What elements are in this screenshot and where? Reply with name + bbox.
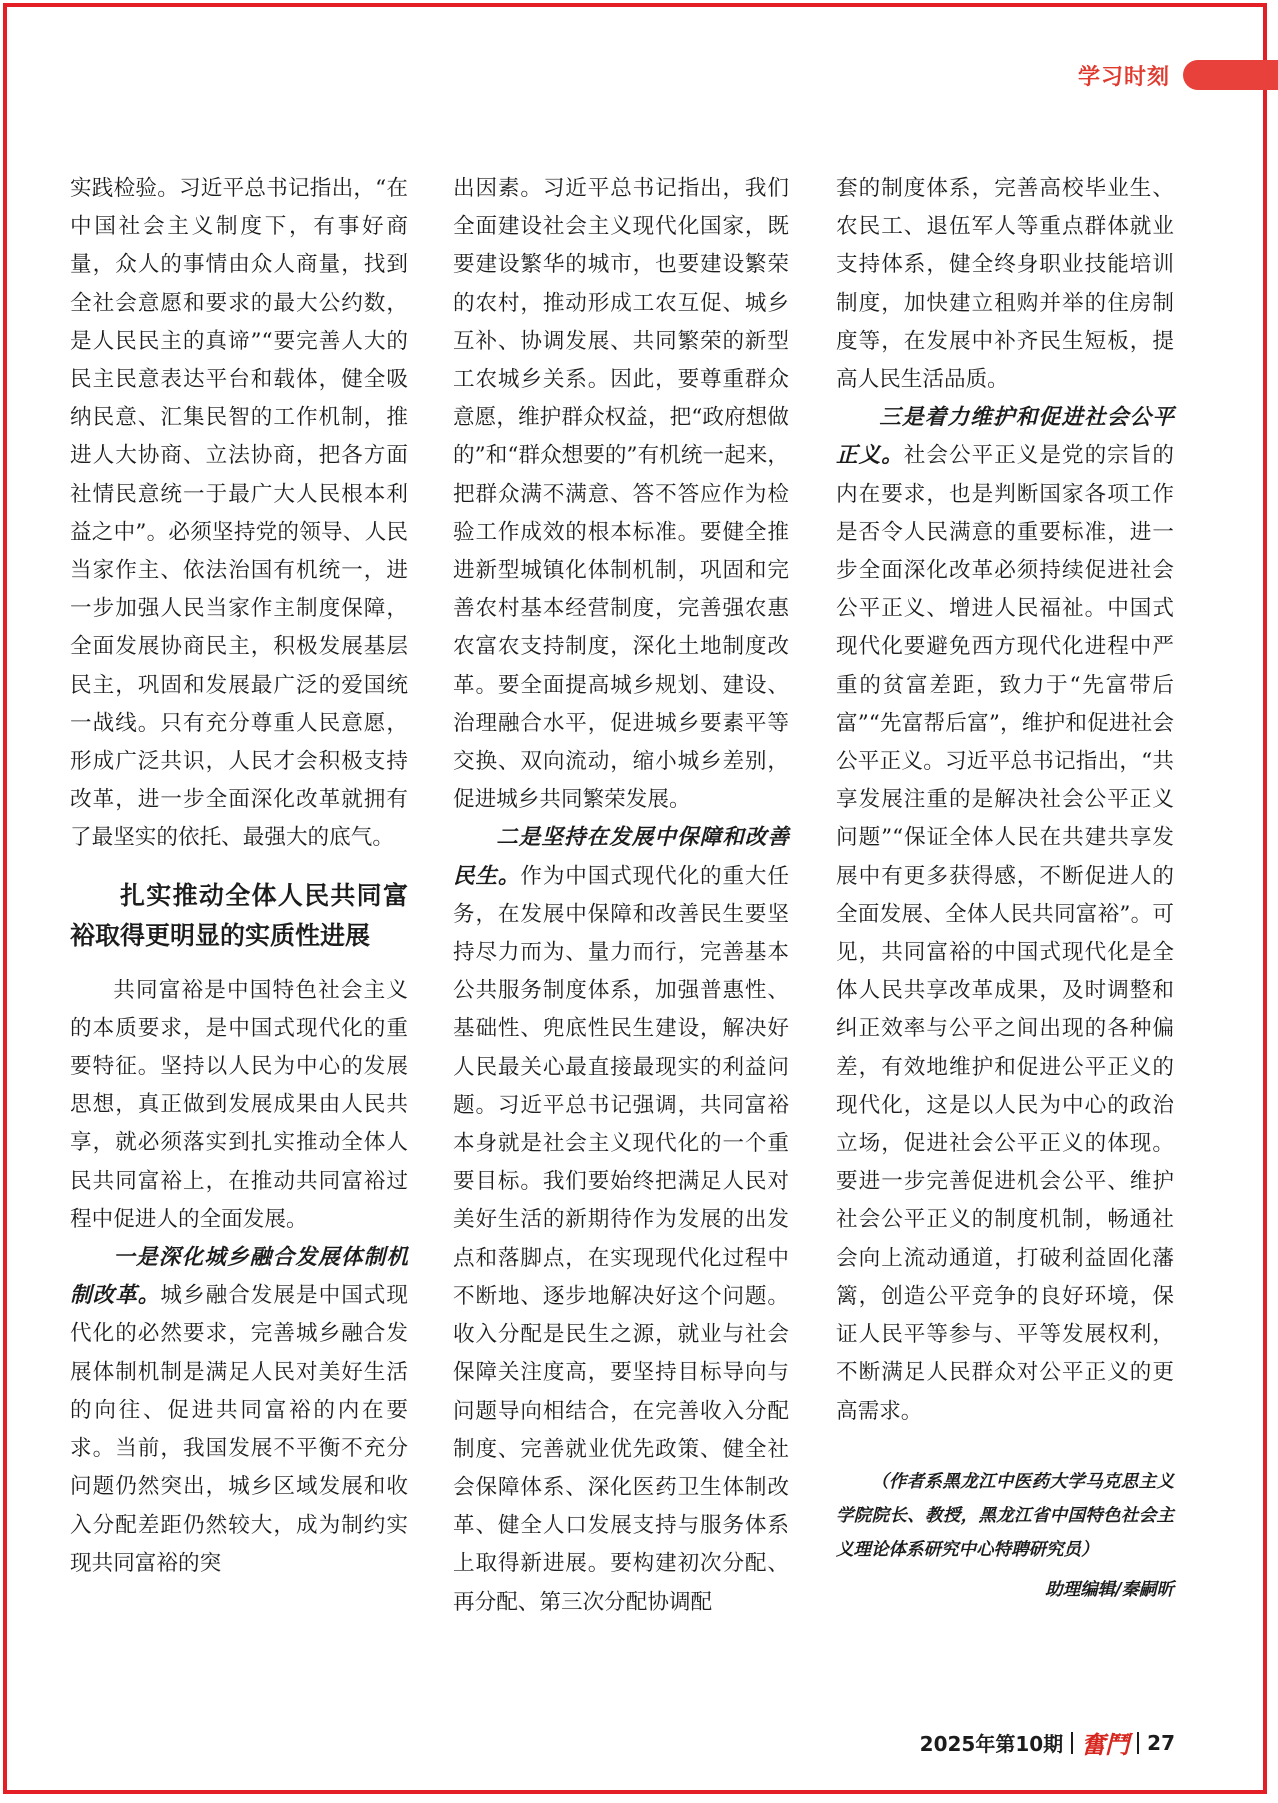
paragraph: 出因素。习近平总书记指出，我们全面建设社会主义现代化国家，既要建设繁华的城市，也要建设繁荣的农村，推动形成工农互促、城乡互补、协调发展、共同繁荣的新型工农城乡关系。因此，要尊重群众意愿，维护群众权益，把“政府想做的”和“群众想要的”有机统一起来，把群众满不满意、答不答应作为检验工作成效的根本标准。要健全推进新型城镇化体制机制，巩固和完善农村基本经营制度，完善强农惠农富农支持制度，深化土地制度改革。要全面提高城乡规划、建设、治理融合水平，促进城乡要素平等交换、双向流动，缩小城乡差别，促进城乡共同繁荣发展。 [453,176,789,813]
paragraph: 共同富裕是中国特色社会主义的本质要求，是中国式现代化的重要特征。坚持以人民为中心的发展思想，真正做到发展成果由人民共享，就必须落实到扎实推动全体人民共同富裕上，在推动共同富裕过程中促进人的全面发展。 [70,977,408,1232]
section-heading: 扎实推动全体人民共同富裕取得更明显的实质性进展 [70,880,408,950]
magazine-logo: 奮鬥 [1081,1730,1130,1759]
author-note: （作者系黑龙江中医药大学马克思主义学院院长、教授，黑龙江省中国特色社会主义理论体系研究中心特聘研究员） [836,1471,1174,1560]
footer-divider [1137,1732,1139,1754]
paragraph-body: 社会公平正义是党的宗旨的内在要求，也是判断国家各项工作是否令人民满意的重要标准，进一步全面深化改革必须持续促进社会公平正义、增进人民福祉。中国式现代化要避免西方现代化进程中严重的贫富差距，致力于“先富带后富”“先富帮后富”，维护和促进社会公平正义。习近平总书记指出，“共享发展注重的是解决社会公平正义问题”“保证全体人民在共建共享发展中有更多获得感，不断促进人的全面发展、全体人民共同富裕”。可见，共同富裕的中国式现代化是全体人民共享改革成果，及时调整和纠正效率与公平之间出现的各种偏差，有效地维护和促进公平正义的现代化，这是以人民为中心的政治立场，促进社会公平正义的体现。要进一步完善促进机会公平、维护社会公平正义的制度机制，畅通社会向上流动通道，打破利益固化藩篱，创造公平竞争的良好环境，保证人民平等参与、平等发展权利，不断满足人民群众对公平正义的更高需求。 [836,443,1174,1424]
article-column-1 [70,170,408,1583]
paragraph [70,1239,408,1583]
issue-label: 2025年第10期 [919,1732,1064,1756]
paragraph [453,819,789,1621]
paragraph: 套的制度体系，完善高校毕业生、农民工、退伍军人等重点群体就业支持体系，健全终身职业技能培训制度，加快建立租购并举的住房制度等，在发展中补齐民生短板，提高人民生活品质。 [836,176,1174,393]
footer-divider [1071,1732,1073,1754]
editor-credit: 助理编辑/秦嗣昕 [1045,1579,1174,1600]
paragraph-body: 城乡融合发展是中国式现代化的必然要求，完善城乡融合发展体制机制是满足人民对美好生活的向往、促进共同富裕的内在要求。当前，我国发展不平衡不充分问题仍然突出，城乡区域发展和收入分配差距仍然较大，成为制约实现共同富裕的突 [70,1283,408,1576]
article-column-2 [453,170,789,1622]
article-column-3 [836,170,1174,1609]
page-footer [920,1725,1175,1760]
paragraph [836,399,1174,1430]
paragraph-kicker: 三是着力维护和促进社会公平正义。 [836,405,1174,469]
section-label: 学习时刻 [1077,65,1170,90]
paragraph-kicker: 二是坚持在发展中保障和改善民生。 [453,825,789,889]
section-tab-marker [1183,60,1278,90]
paragraph-body: 作为中国式现代化的重大任务，在发展中保障和改善民生要坚持尽力而为、量力而行，完善基本公共服务制度体系，加强普惠性、基础性、兜底性民生建设，解决好人民最关心最直接最现实的利益问题。习近平总书记强调，共同富裕本身就是社会主义现代化的一个重要目标。我们要始终把满足人民对美好生活的新期待作为发展的出发点和落脚点，在实现现代化过程中不断地、逐步地解决好这个问题。收入分配是民生之源，就业与社会保障关注度高，要坚持目标导向与问题导向相结合，在完善收入分配制度、完善就业优先政策、健全社会保障体系、深化医药卫生体制改革、健全人口发展支持与服务体系上取得新进展。要构建初次分配、再分配、第三次分配协调配 [453,863,789,1615]
paragraph: 实践检验。习近平总书记指出，“在中国社会主义制度下，有事好商量，众人的事情由众人商量，找到全社会意愿和要求的最大公约数，是人民民主的真谛”“要完善人大的民主民意表达平台和载体，健全吸纳民意、汇集民智的工作机制，推进人大协商、立法协商，把各方面社情民意统一于最广大人民根本利益之中”。必须坚持党的领导、人民当家作主、依法治国有机统一，进一步加强人民当家作主制度保障，全面发展协商民主，积极发展基层民主，巩固和发展最广泛的爱国统一战线。只有充分尊重人民意愿，形成广泛共识，人民才会积极支持改革，进一步全面深化改革就拥有了最坚实的依托、最强大的底气。 [70,176,408,851]
page-number: 27 [1147,1730,1175,1755]
paragraph-kicker: 一是深化城乡融合发展体制机制改革。 [70,1245,408,1309]
